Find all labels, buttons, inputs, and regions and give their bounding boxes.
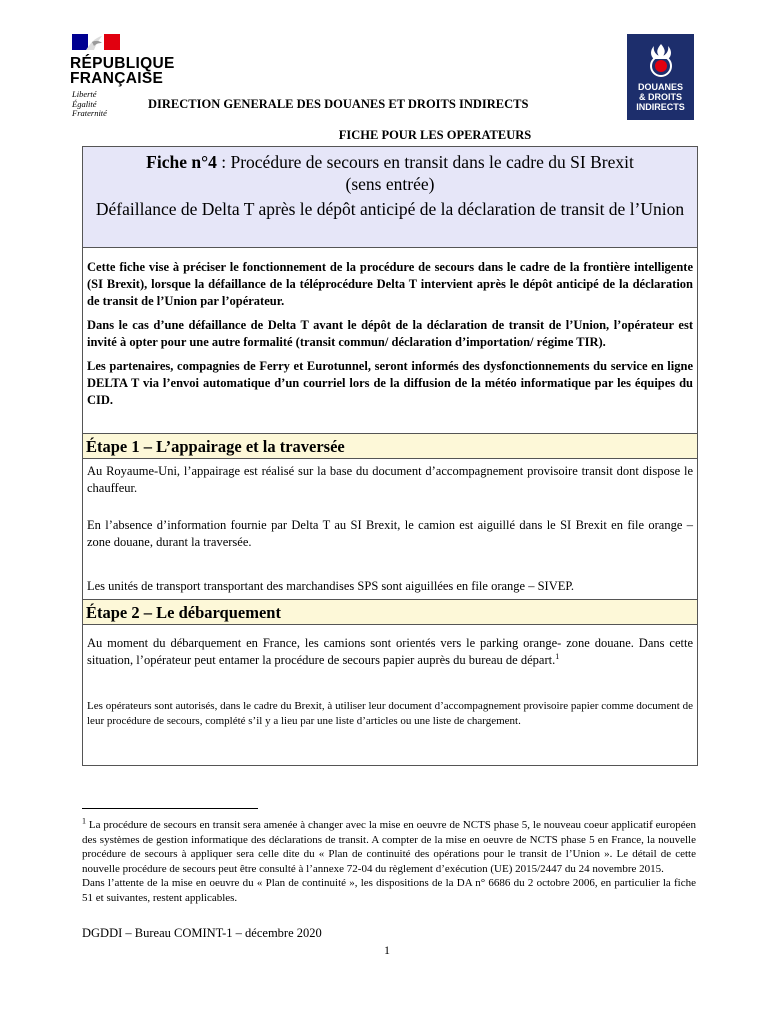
step1-heading: Étape 1 – L’appairage et la traversée — [83, 433, 697, 459]
douanes-emblem-icon — [641, 40, 681, 80]
title-box — [82, 146, 698, 248]
direction-heading: DIRECTION GENERALE DES DOUANES ET DROITS INDIRECTS — [148, 97, 529, 111]
title-line1 — [83, 151, 697, 195]
step1-paragraph3: Les unités de transport transportant des marchandises SPS sont aiguillées en file orange – SIVEP. — [87, 579, 575, 593]
step2-paragraph1-text: Au moment du débarquement en France, les camions sont orientés vers le parking orange- zone douane. Dans cette situation, l’opérateur peut entamer la procédure de secours papier auprès du bureau de départ. — [87, 636, 693, 667]
dgddi-line1: DOUANES — [637, 82, 683, 92]
title-main: : Procédure de secours en transit dans le cadre du SI Brexit — [216, 152, 634, 172]
motto-fraternite: Fraternité — [72, 108, 107, 118]
footnote-paragraph2: Dans l’attente de la mise en oeuvre du « Plan de continuité », les dispositions de la DA n° 6686 du 2 octobre 2006, en particulier la fiche 51 et suivantes, restent applicables. — [82, 877, 696, 904]
footnote — [82, 818, 696, 905]
step2-paragraph1 — [87, 635, 693, 669]
intro-section — [87, 259, 693, 416]
content-box — [82, 247, 698, 766]
dgddi-line2: & DROITS — [638, 92, 682, 102]
title-direction: (sens entrée) — [345, 174, 435, 194]
intro-paragraph: Dans le cas d’une défaillance de Delta T avant le dépôt de la déclaration de transit de l’Union, l’opérateur est invité à opter pour une autre formalité (transit commun/ déclaration d’importation/ régime TIR). — [87, 318, 693, 349]
footnote-reference[interactable]: 1 — [555, 651, 560, 661]
motto-egalite: Égalité — [72, 98, 97, 109]
republique-line1: RÉPUBLIQUE — [70, 55, 175, 72]
republique-line2: FRANÇAISE — [70, 70, 164, 87]
step1-paragraph2: En l’absence d’information fournie par Delta T au SI Brexit, le camion est aiguillé dans le SI Brexit en file orange – zone douane, durant la traversée. — [87, 518, 693, 549]
step2-paragraph2: Les opérateurs sont autorisés, dans le cadre du Brexit, à utiliser leur document d’accompagnement provisoire papier comme document de leur procédure de secours, complété s’il y a lieu par une liste d’articles ou une liste de chargement. — [87, 700, 693, 727]
footnote-paragraph1 — [82, 818, 696, 876]
step2-heading: Étape 2 – Le débarquement — [83, 599, 697, 625]
republic-motto — [72, 90, 107, 119]
intro-paragraph: Les partenaires, compagnies de Ferry et Eurotunnel, seront informés des dysfonctionnements du service en ligne DELTA T via l’envoi automatique d’un courriel lors de la diffusion de la météo informatique par les équipes du CID. — [87, 359, 693, 407]
motto-liberte: Liberté — [72, 89, 97, 99]
title-subtitle: Défaillance de Delta T après le dépôt anticipé de la déclaration de transit de l’Union — [95, 199, 685, 219]
footnote-marker: 1 — [82, 816, 86, 826]
footnote-text1: La procédure de secours en transit sera amenée à changer avec la mise en oeuvre de NCTS phase 5, le nouveau coeur applicatif européen des systèmes de gestion informatique des déclarations de transit. A compter de la mise en oeuvre de NCTS phase 5 en France, la nouvelle procédure de secours à appliquer sera celle dite du « Plan de continuité des opérations pour le transit de l’Union ». Le détail de cette nouvelle procédure de secours peut être consulté à l’annexe 72-04 du règlement d’exécution (UE) 2015/2447 du 24 novembre 2015. — [82, 819, 696, 875]
fiche-label: FICHE POUR LES OPERATEURS — [338, 128, 532, 142]
step1-paragraph1: Au Royaume-Uni, l’appairage est réalisé sur la base du document d’accompagnement provisoire transit dont dispose le chauffeur. — [87, 464, 693, 495]
footnote-separator — [82, 808, 258, 809]
fiche-number: Fiche n°4 — [146, 152, 217, 172]
intro-paragraph: Cette fiche vise à préciser le fonctionnement de la procédure de secours dans le cadre de la frontière intelligente (SI Brexit), lorsque la défaillance de la téléprocédure Delta T intervient après le dépôt anticipé de la déclaration de transit de l’Union par l’opérateur. — [87, 260, 693, 308]
page-number: 1 — [384, 943, 390, 957]
douanes-logo — [627, 34, 694, 120]
marianne-flag-icon — [72, 32, 120, 52]
dgddi-line3: INDIRECTS — [636, 102, 685, 112]
page-footer: DGDDI – Bureau COMINT-1 – décembre 2020 — [82, 926, 322, 940]
